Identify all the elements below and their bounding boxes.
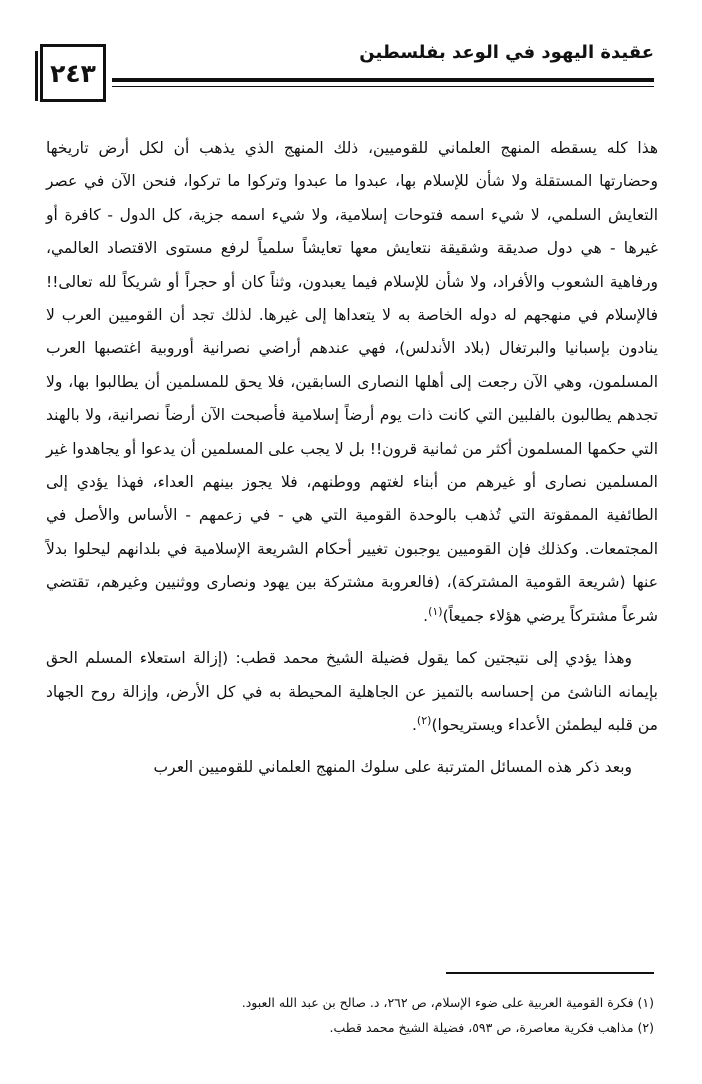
- page-number: [40, 44, 106, 102]
- footnote-ref-1: (١): [428, 604, 443, 618]
- paragraph-2-text: وهذا يؤدي إلى نتيجتين كما يقول فضيلة الشيخ محمد قطب: (إزالة استعلاء المسلم الحق بإيمانه الناشئ من إحساسه بالتميز عن الجاهلية المحيطة به في كل الأرض، وإزالة روح الجهاد من قلبه ليطمئن الأعداء ويستريحوا): [46, 649, 658, 734]
- footnote-1: (١) فكرة القومية العربية على ضوء الإسلام، ص ٢٦٢، د. صالح بن عبد الله العبود.: [241, 995, 654, 1010]
- footnote-separator: [446, 972, 654, 974]
- footnotes: [42, 990, 654, 1040]
- paragraph-1: هذا كله يسقطه المنهج العلماني للقوميين، ذلك المنهج الذي يذهب أن لكل أرض تاريخها وحضارتها المستقلة ولا شأن للإسلام بها، عبدوا ما عبدوا وتركوا ما تركوا، فنحن الآن في عصر التعايش السلمي، لا شيء اسمه فتوحات إسلامية، ولا شيء اسمه جزية، كل الدول - كافرة أو غيرها - هي دول صديقة وشقيقة نتعايش معها تعايشاً سلمياً لرفع مستوى الاقتصاد العالمي، ورفاهية الشعوب والأفراد، ولا شأن للإسلام فيما يعبدون، وثناً كان أو حجراً أو شريكاً لله تعالى!! فالإسلام في منهجهم له دوله الخاصة به لا يتعداها إلى غيرها. لذلك تجد أن القوميين العرب لا ينادون بإسبانيا والبرتغال (بلاد الأندلس)، فهي عندهم أراضي نصرانية أوروبية اغتصبها العرب المسلمون، وهي الآن رجعت إلى أهلها النصارى السابقين، فلا يحق للمسلمين أن يطالبوا بها، ولا تجدهم يطالبون بالفلبين التي كانت ذات يوم أرضاً إسلامية فأصبحت الآن أرضاً نصرانية، ولا بالهند التي حكمها المسلمون أكثر من ثمانية قرون!! بل لا يجب على المسلمين أن يدعوا أو يجاهدوا غير المسلمين نصارى أو غيرهم من أبناء لغتهم ووطنهم، فلا يجوز بينهم العداء، فهذا يؤدي إلى الطائفية الممقوتة التي تُذهب بالوحدة القومية التي هي - في زعمهم - الأساس والأصل في المجتمعات. وكذلك فإن القوميين يوجبون تغيير أحكام الشريعة الإسلامية في بلدانهم ليحلوا بدلاً عنها (شريعة القومية المشتركة)، (فالعروبة مشتركة بين يهود ونصارى ووثنيين وغيرهم، تقتضي شرعاً مشتركاً يرضي هؤلاء جميعاً)$^{(١)}$.: [46, 139, 658, 625]
- header-rule-thin: [112, 86, 654, 87]
- paragraph-3-text: وبعد ذكر هذه المسائل المترتبة على سلوك المنهج العلماني للقوميين العرب: [153, 758, 632, 777]
- header-rule: [112, 78, 654, 82]
- footnote-ref-2: (٢): [416, 713, 432, 727]
- body-text: [46, 132, 658, 785]
- paragraph-2: وهذا يؤدي إلى نتيجتين كما يقول فضيلة الشيخ محمد قطب: (إزالة استعلاء المسلم الحق بإيمانه الناشئ من إحساسه بالتميز عن الجاهلية المحيطة به في كل الأرض، وإزالة روح الجهاد من قلبه ليطمئن الأعداء ويستريحوا)$^{(٢)}$.: [46, 649, 658, 734]
- running-header-title: عقيدة اليهود في الوعد بفلسطين: [359, 42, 654, 63]
- footnote-2: (٢) مذاهب فكرية معاصرة، ص ٥٩٣، فضيلة الشيخ محمد قطب.: [329, 1020, 654, 1035]
- paragraph-3: [46, 751, 658, 784]
- paragraph-1-text: هذا كله يسقطه المنهج العلماني للقوميين، ذلك المنهج الذي يذهب أن لكل أرض تاريخها وحضارتها المستقلة ولا شأن للإسلام بها، عبدوا ما عبدوا وتركوا ما تركوا، فنحن الآن في عصر التعايش السلمي، لا شيء اسمه فتوحات إسلامية، ولا شيء اسمه جزية، كل الدول - كافرة أو غيرها - هي دول صديقة وشقيقة نتعايش معها تعايشاً سلمياً لرفع مستوى الاقتصاد العالمي، ورفاهية الشعوب والأفراد، ولا شأن للإسلام فيما يعبدون، وثناً كان أو حجراً أو شريكاً لله تعالى!! فالإسلام في منهجهم له دوله الخاصة به لا يتعداها إلى غيرها. لذلك تجد أن القوميين العرب لا ينادون بإسبانيا والبرتغال (بلاد الأندلس)، فهي عندهم أراضي نصرانية أوروبية اغتصبها العرب المسلمون، وهي الآن رجعت إلى أهلها النصارى السابقين، فلا يحق للمسلمين أن يطالبوا بها، ولا تجدهم يطالبون بالفلبين التي كانت ذات يوم أرضاً إسلامية فأصبحت الآن أرضاً نصرانية، ولا بالهند التي حكمها المسلمون أكثر من ثمانية قرون!! بل لا يجب على المسلمين أن يدعوا أو يجاهدوا غير المسلمين نصارى أو غيرهم من أبناء لغتهم ووطنهم، فلا يجوز بينهم العداء، فهذا يؤدي إلى الطائفية الممقوتة التي تُذهب بالوحدة القومية التي هي - في زعمهم - الأساس والأصل في المجتمعات. وكذلك فإن القوميين يوجبون تغيير أحكام الشريعة الإسلامية في بلدانهم ليحلوا بدلاً عنها (شريعة القومية المشتركة)، (فالعروبة مشتركة بين يهود ونصارى ووثنيين وغيرهم، تقتضي شرعاً مشتركاً يرضي هؤلاء جميعاً): [46, 139, 658, 625]
- page-number-text: ٢٤٣: [50, 58, 96, 88]
